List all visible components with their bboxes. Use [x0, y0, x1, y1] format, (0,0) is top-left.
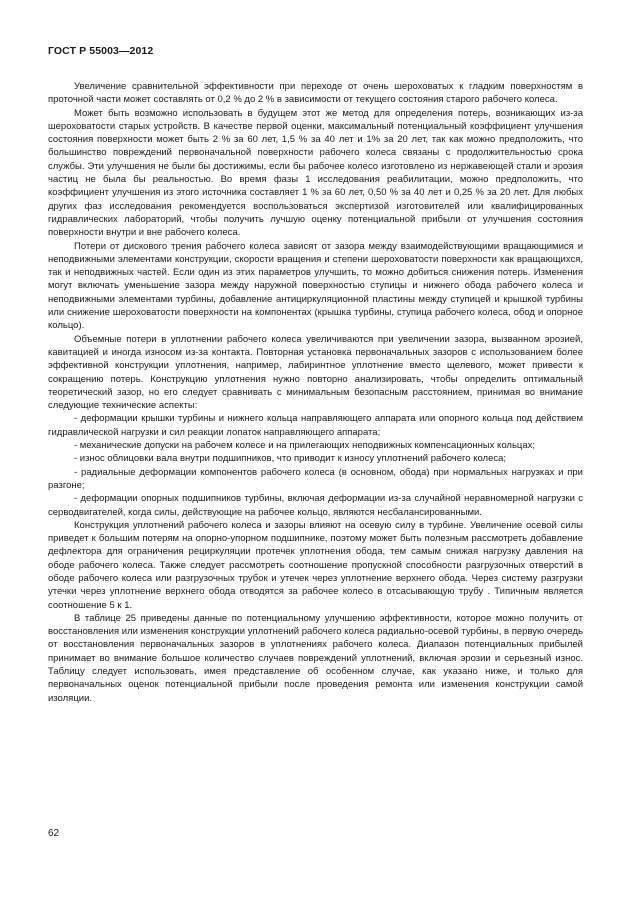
paragraph: Может быть возможно использовать в будущем этот же метод для определения потерь, возникающих из-за шероховатости старых устройств. В качестве первой оценки, максимальный потенциальный коэффициент улучшения состояния поверхности может быть 2 % за 60 лет, 1,5 % за 40 лет и 1% за 20 лет, так как можно предположить, что большинство повреждений первоначальной поверхности рабочего колеса связаны с продолжительностью срока службы. Эти улучшения не были бы достижимы, если бы рабочее колесо изготовлено из нержавеющей стали и эрозия частиц не была бы реальностью. Во время фазы 1 исследования реабилитации, можно предположить, что коэффициент улучшения из этого источника составляет 1 % за 60 лет, 0,50 % за 40 лет и 0,25 % за 20 лет. Для любых других фаз исследования рекомендуется воспользоваться экспертизой изготовителей или квалифицированных гидравлических лабораторий, чтобы получить лучшую оценку потенциальной прибыли от улучшения состояния поверхности внутри и вне рабочего колеса.: [48, 107, 583, 239]
body-text: [48, 80, 583, 705]
list-item: - деформации крышки турбины и нижнего кольца направляющего аппарата или опорного кольца под действием гидравлической нагрузки и сил реакции лопаток направляющего аппарата;: [48, 413, 583, 438]
page-number: 62: [48, 828, 60, 839]
list-item: - деформации опорных подшипников турбины, включая деформации из-за случайной неравномерной нагрузки с серводвигателей, когда силы, действующие на рабочее кольцо, являются несбалансированными.: [48, 493, 583, 518]
paragraph: Конструкция уплотнений рабочего колеса и зазоры влияют на осевую силу в турбине. Увеличение осевой силы приведет к большим потерям на опорно-упорном подшипнике, поэтому может быть полезным рассмотреть добавление дефлектора для ограничения рециркуляции протечек уплотнения обода, тем самым снижая нагрузку давления на ободе рабочего колеса. Также следует рассмотреть соотношение пропускной способности разгрузочных отверстий в ободе рабочего колеса или разгрузочных трубок и утечек через уплотнение верхнего обода. Через систему разгрузки утечки через уплотнение верхнего обода отводятся за рабочее колесо в отсасывающую трубу . Типичным является соотношение 5 к 1.: [48, 519, 583, 611]
list-item: - износ облицовки вала внутри подшипников, что приводит к износу уплотнений рабочего колеса;: [74, 453, 507, 465]
paragraph: Объемные потери в уплотнении рабочего колеса увеличиваются при увеличении зазора, вызванном эрозией, кавитацией и иногда износом из-за контакта. Повторная установка первоначальных зазоров с использованием более эффективной конструкции уплотнения, например, лабиринтное уплотнение вместо щелевого, может привести к сокращению потерь. Конструкцию уплотнения нужно повторно анализировать, чтобы определить оптимальный теоретический зазор, но его следует сравнивать с минимальным безопасным расстоянием, принимая во внимание следующие технические аспекты:: [48, 333, 583, 412]
paragraph: В таблице 25 приведены данные по потенциальному улучшению эффективности, которое можно получить от восстановления или изменения конструкции уплотнений рабочего колеса радиально-осевой турбины, в первую очередь от восстановления первоначальных зазоров в уплотнениях рабочего колеса. Диапазон потенциальных прибылей принимает во внимание большое количество случаев повреждений уплотнений, включая эрозии и серьезный износ. Таблицу следует использовать, имея представление об особенном случае, как указано ниже, и только для первоначальных оценок потенциальной прибыли после проведения ремонта или изменения конструкции самой изоляции.: [48, 612, 583, 704]
standard-header: ГОСТ Р 55003—2012: [48, 45, 154, 57]
paragraph: Потери от дискового трения рабочего колеса зависят от зазора между взаимодействующими вращающимися и неподвижными элементами конструкции, скорости вращения и степени шероховатости поверхности как вращающихся, так и неподвижных частей. Если один из этих параметров улучшить, то можно добиться снижения потерь. Изменения могут включать уменьшение зазора между наружной поверхностью ступицы и нижнего обода рабочего колеса и неподвижными элементами турбины, добавление антициркуляционной пластины между ступицей и крышкой турбины или снижение шероховатости поверхности на компонентах (крышка турбины, ступица рабочего колеса, обод и опорное кольцо).: [48, 240, 583, 332]
paragraph: Увеличение сравнительной эффективности при переходе от очень шероховатых к гладким поверхностям в проточной части может составлять от 0,2 % до 2 % в зависимости от текущего состояния старого рабочего колеса.: [48, 81, 583, 106]
list-item: - механические допуски на рабочем колесе и на прилегающих неподвижных компенсационных кольцах;: [74, 440, 536, 452]
list-item: - радиальные деформации компонентов рабочего колеса (в основном, обода) при нормальных нагрузках и при разгоне;: [48, 466, 583, 491]
